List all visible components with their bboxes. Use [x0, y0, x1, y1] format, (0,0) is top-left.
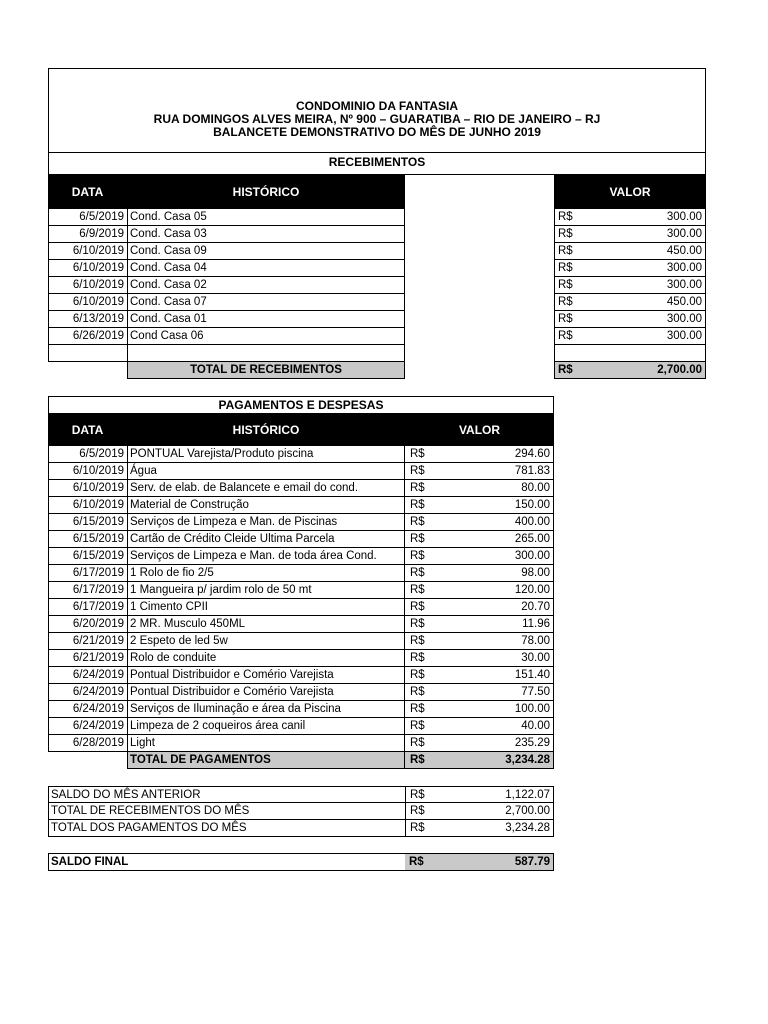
table-row-empty — [0, 345, 768, 362]
table-row — [0, 548, 768, 565]
payment-history: Cartão de Crédito Cleide Ultima Parcela — [127, 531, 405, 548]
summary-value: 3,234.28 — [445, 820, 554, 837]
payment-value: 98.00 — [445, 565, 554, 582]
table-row — [0, 446, 768, 463]
payment-date: 6/5/2019 — [48, 446, 127, 463]
receipt-date: 6/10/2019 — [48, 294, 127, 311]
payment-date: 6/15/2019 — [48, 548, 127, 565]
receipt-value: 300.00 — [594, 226, 706, 243]
condo-address: RUA DOMINGOS ALVES MEIRA, Nº 900 – GUARATIBA – RIO DE JANEIRO – RJ — [153, 112, 601, 126]
payment-value: 40.00 — [445, 718, 554, 735]
receipts-total-currency: R$ — [554, 362, 594, 379]
payment-date: 6/17/2019 — [48, 599, 127, 616]
payments-header-date — [48, 414, 127, 446]
payment-value: 151.40 — [445, 667, 554, 684]
payment-history: Pontual Distribuidor e Comério Varejista — [127, 667, 405, 684]
receipts-section-title — [48, 152, 706, 175]
receipt-history: Cond. Casa 04 — [127, 260, 405, 277]
payment-currency: R$ — [405, 599, 445, 616]
table-row — [0, 667, 768, 684]
receipt-value: 450.00 — [594, 243, 706, 260]
payment-currency: R$ — [405, 531, 445, 548]
receipt-history: Cond. Casa 05 — [127, 209, 405, 226]
receipt-value: 300.00 — [594, 209, 706, 226]
receipt-currency: R$ — [554, 277, 594, 294]
summary-label: SALDO DO MÊS ANTERIOR — [48, 786, 405, 803]
receipts-title-text: RECEBIMENTOS — [328, 155, 426, 169]
payment-history: 1 Cimento CPII — [127, 599, 405, 616]
table-row — [0, 735, 768, 752]
payment-currency: R$ — [405, 684, 445, 701]
receipt-history: Cond. Casa 03 — [127, 226, 405, 243]
payment-history: Pontual Distribuidor e Comério Varejista — [127, 684, 405, 701]
payment-currency: R$ — [405, 650, 445, 667]
payment-currency: R$ — [405, 497, 445, 514]
payment-value: 80.00 — [445, 480, 554, 497]
payment-history: 2 Espeto de led 5w — [127, 633, 405, 650]
payment-value: 235.29 — [445, 735, 554, 752]
table-row — [0, 497, 768, 514]
payments-total-row — [0, 752, 768, 769]
payment-value: 300.00 — [445, 548, 554, 565]
payments-header-value — [405, 414, 554, 446]
summary-row — [0, 786, 768, 803]
condo-name: CONDOMINIO DA FANTASIA — [296, 99, 458, 113]
payment-value: 20.70 — [445, 599, 554, 616]
header-box — [48, 68, 706, 153]
payment-currency: R$ — [405, 446, 445, 463]
payment-history: PONTUAL Varejista/Produto piscina — [127, 446, 405, 463]
table-row — [0, 616, 768, 633]
payment-history: Rolo de conduite — [127, 650, 405, 667]
receipts-total-value: 2,700.00 — [594, 362, 706, 379]
receipts-col-history-label: HISTÓRICO — [232, 185, 300, 199]
receipt-currency: R$ — [554, 243, 594, 260]
table-row — [0, 531, 768, 548]
payment-value: 400.00 — [445, 514, 554, 531]
receipt-currency: R$ — [554, 209, 594, 226]
payment-history: Limpeza de 2 coqueiros área canil — [127, 718, 405, 735]
payment-value: 100.00 — [445, 701, 554, 718]
payment-date: 6/24/2019 — [48, 718, 127, 735]
payment-currency: R$ — [405, 480, 445, 497]
receipts-total-label: TOTAL DE RECEBIMENTOS — [127, 362, 405, 379]
receipt-date: 6/10/2019 — [48, 243, 127, 260]
summary-label: TOTAL DOS PAGAMENTOS DO MÊS — [48, 820, 405, 837]
payment-currency: R$ — [405, 616, 445, 633]
receipts-header-history — [127, 175, 405, 209]
receipt-history: Cond. Casa 07 — [127, 294, 405, 311]
payments-col-date-label: DATA — [71, 423, 104, 437]
table-row — [0, 328, 768, 345]
receipt-date: 6/10/2019 — [48, 260, 127, 277]
payment-currency: R$ — [405, 735, 445, 752]
table-row — [0, 582, 768, 599]
payment-date: 6/10/2019 — [48, 463, 127, 480]
receipt-currency: R$ — [554, 328, 594, 345]
receipt-history: Cond Casa 06 — [127, 328, 405, 345]
receipts-total-row — [0, 362, 768, 379]
payment-currency: R$ — [405, 565, 445, 582]
empty-date-cell — [48, 345, 127, 362]
table-row — [0, 226, 768, 243]
receipt-value: 450.00 — [594, 294, 706, 311]
table-row — [0, 650, 768, 667]
summary-table — [0, 786, 768, 846]
table-row — [0, 701, 768, 718]
payment-value: 150.00 — [445, 497, 554, 514]
table-row — [0, 633, 768, 650]
payment-history: 1 Mangueira p/ jardim rolo de 50 mt — [127, 582, 405, 599]
payments-col-history-label: HISTÓRICO — [232, 423, 300, 437]
receipts-col-date-label: DATA — [71, 185, 104, 199]
payment-date: 6/10/2019 — [48, 480, 127, 497]
payment-value: 77.50 — [445, 684, 554, 701]
payment-value: 265.00 — [445, 531, 554, 548]
receipt-date: 6/26/2019 — [48, 328, 127, 345]
payment-history: 1 Rolo de fio 2/5 — [127, 565, 405, 582]
payment-currency: R$ — [405, 463, 445, 480]
receipt-value: 300.00 — [594, 328, 706, 345]
empty-value-cell — [554, 345, 706, 362]
payment-currency: R$ — [405, 582, 445, 599]
receipt-date: 6/9/2019 — [48, 226, 127, 243]
payment-date: 6/17/2019 — [48, 582, 127, 599]
payment-history: 2 MR. Musculo 450ML — [127, 616, 405, 633]
summary-currency: R$ — [405, 803, 445, 820]
payment-currency: R$ — [405, 718, 445, 735]
receipt-date: 6/10/2019 — [48, 277, 127, 294]
payments-total-value: 3,234.28 — [445, 752, 554, 769]
final-balance-row — [0, 853, 768, 871]
payment-date: 6/21/2019 — [48, 633, 127, 650]
table-row — [0, 480, 768, 497]
header-text — [49, 69, 705, 139]
payment-history: Light — [127, 735, 405, 752]
payment-value: 11.96 — [445, 616, 554, 633]
payments-table — [0, 446, 768, 776]
final-balance-label: SALDO FINAL — [48, 853, 405, 871]
summary-row — [0, 820, 768, 837]
receipts-header-date — [48, 175, 127, 209]
payment-value: 30.00 — [445, 650, 554, 667]
final-balance-value: 587.79 — [445, 853, 554, 871]
payment-date: 6/21/2019 — [48, 650, 127, 667]
payment-history: Serviços de Limpeza e Man. de toda área Cond. — [127, 548, 405, 565]
table-row — [0, 599, 768, 616]
empty-history-cell — [127, 345, 405, 362]
receipt-date: 6/5/2019 — [48, 209, 127, 226]
payment-history: Serviços de Iluminação e área da Piscina — [127, 701, 405, 718]
table-row — [0, 294, 768, 311]
payment-value: 78.00 — [445, 633, 554, 650]
receipt-value: 300.00 — [594, 277, 706, 294]
payment-value: 294.60 — [445, 446, 554, 463]
payments-col-value-label: VALOR — [458, 423, 501, 437]
receipt-currency: R$ — [554, 260, 594, 277]
table-row — [0, 277, 768, 294]
table-row — [0, 311, 768, 328]
receipt-history: Cond. Casa 09 — [127, 243, 405, 260]
payments-total-currency: R$ — [405, 752, 445, 769]
payment-date: 6/20/2019 — [48, 616, 127, 633]
summary-currency: R$ — [405, 786, 445, 803]
payment-date: 6/15/2019 — [48, 514, 127, 531]
summary-row — [0, 803, 768, 820]
table-row — [0, 260, 768, 277]
payments-section-title — [48, 396, 554, 414]
table-row — [0, 243, 768, 260]
final-balance-currency: R$ — [405, 853, 445, 871]
receipts-table — [0, 209, 768, 379]
receipt-currency: R$ — [554, 226, 594, 243]
payments-total-label: TOTAL DE PAGAMENTOS — [127, 752, 405, 769]
summary-value: 1,122.07 — [445, 786, 554, 803]
report-title: BALANCETE DEMONSTRATIVO DO MÊS DE JUNHO 2019 — [213, 125, 541, 139]
payment-history: Material de Construção — [127, 497, 405, 514]
payment-date: 6/17/2019 — [48, 565, 127, 582]
payment-currency: R$ — [405, 633, 445, 650]
summary-value: 2,700.00 — [445, 803, 554, 820]
payment-date: 6/15/2019 — [48, 531, 127, 548]
payment-currency: R$ — [405, 701, 445, 718]
payment-date: 6/10/2019 — [48, 497, 127, 514]
payment-history: Água — [127, 463, 405, 480]
receipt-history: Cond. Casa 02 — [127, 277, 405, 294]
payment-date: 6/24/2019 — [48, 684, 127, 701]
payment-value: 120.00 — [445, 582, 554, 599]
table-row — [0, 718, 768, 735]
receipt-currency: R$ — [554, 311, 594, 328]
payments-header-history — [127, 414, 405, 446]
payment-date: 6/24/2019 — [48, 667, 127, 684]
payments-title-text: PAGAMENTOS E DESPESAS — [218, 398, 384, 412]
payment-history: Serv. de elab. de Balancete e email do cond. — [127, 480, 405, 497]
payment-currency: R$ — [405, 667, 445, 684]
receipt-value: 300.00 — [594, 311, 706, 328]
receipts-header-value — [554, 175, 706, 209]
receipt-date: 6/13/2019 — [48, 311, 127, 328]
payment-date: 6/24/2019 — [48, 701, 127, 718]
table-row — [0, 209, 768, 226]
receipt-value: 300.00 — [594, 260, 706, 277]
receipt-history: Cond. Casa 01 — [127, 311, 405, 328]
table-row — [0, 565, 768, 582]
payment-history: Serviços de Limpeza e Man. de Piscinas — [127, 514, 405, 531]
payment-currency: R$ — [405, 514, 445, 531]
summary-label: TOTAL DE RECEBIMENTOS DO MÊS — [48, 803, 405, 820]
payment-date: 6/28/2019 — [48, 735, 127, 752]
summary-currency: R$ — [405, 820, 445, 837]
table-row — [0, 514, 768, 531]
receipt-currency: R$ — [554, 294, 594, 311]
payment-currency: R$ — [405, 548, 445, 565]
table-row — [0, 684, 768, 701]
receipts-col-value-label: VALOR — [609, 185, 651, 199]
payment-value: 781.83 — [445, 463, 554, 480]
table-row — [0, 463, 768, 480]
